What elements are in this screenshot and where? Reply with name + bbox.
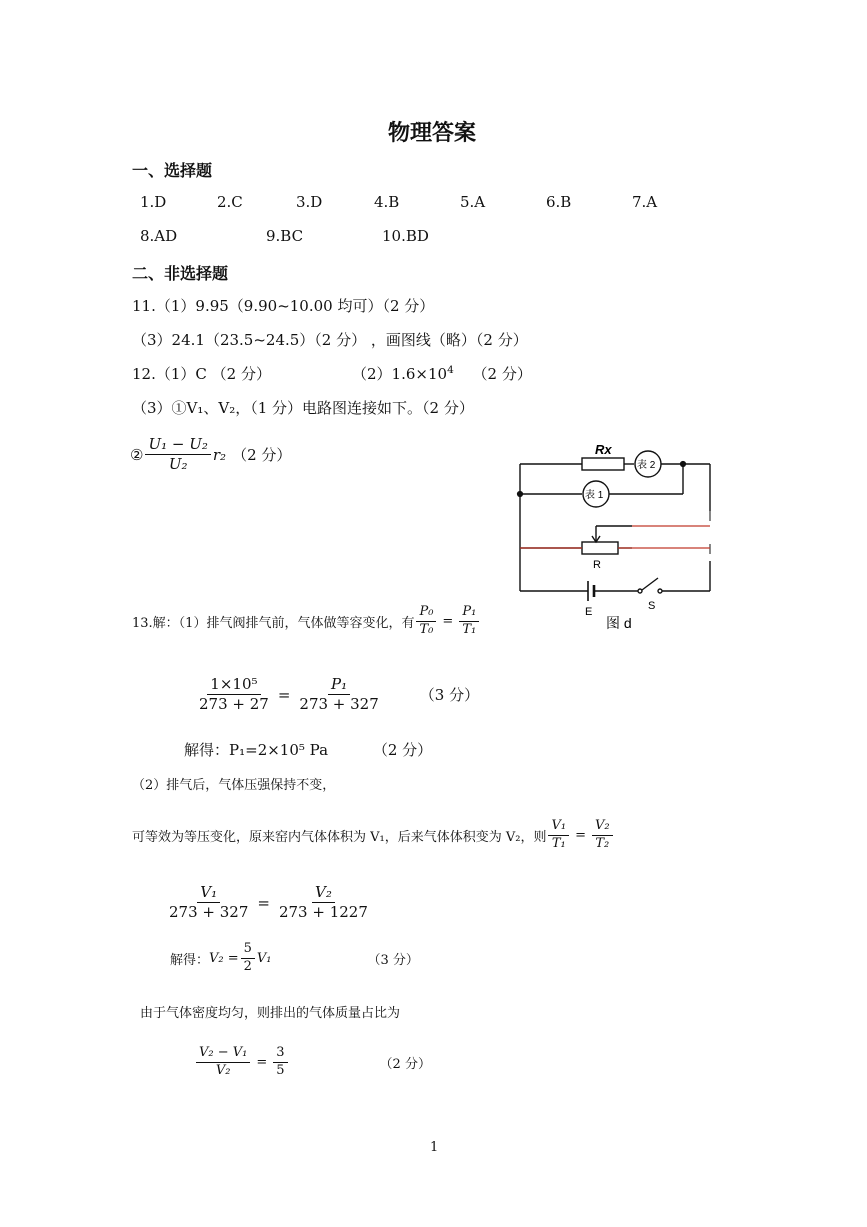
mc-answer: 1.D — [140, 193, 167, 211]
q13-solution1: 解得：P₁=2×10⁵ Pa （2 分） — [184, 741, 433, 759]
switch-label: S — [648, 600, 656, 612]
section-heading-choice: 一、选择题 — [132, 161, 213, 180]
battery-label: E — [585, 606, 593, 618]
page-title: 物理答案 — [388, 120, 477, 146]
fraction: $\frac{\text{V₂}}{273 + 1227}$ — [278, 883, 368, 922]
mc-answer: 7.A — [632, 193, 658, 211]
fraction: $\frac{\text{V₂}}{\text{T₂}}$ — [592, 819, 613, 852]
circuit-diagram — [500, 436, 725, 636]
q13-eq5: $\frac{\text{V₂ − V₁}}{\text{V₂}}$ = $\frac{3}{5}$ （2 分） — [194, 1046, 431, 1079]
fraction: $\frac{3}{5}$ — [273, 1046, 287, 1079]
rheostat-label: R — [593, 559, 601, 571]
meter2-label: 表 2 — [637, 460, 656, 471]
q11-line1: 11.（1）9.95（9.90~10.00 均可）（2 分） — [132, 297, 435, 315]
q13-part2-line1: （2）排气后，气体压强保持不变， — [132, 778, 336, 793]
mc-answer: 8.AD — [140, 227, 178, 245]
q13-solution2: 解得： V₂ = $\frac{5}{2}$ V₁ （3 分） — [170, 941, 419, 974]
fraction: $\frac{\text{V₂ − V₁}}{\text{V₂}}$ — [196, 1046, 250, 1079]
mc-answer: 9.BC — [266, 227, 304, 245]
mc-answer: 10.BD — [382, 227, 429, 245]
rx-resistor — [582, 458, 624, 470]
q11-line2: （3）24.1（23.5~24.5）（2 分） ，画图线（略）（2 分） — [132, 331, 528, 349]
q12-formula: ② $\frac{\text{U₁ − U₂}}{\text{U₂}}$ r₂ （2 分） — [130, 435, 292, 474]
mc-answer: 5.A — [460, 193, 486, 211]
meter1-label: 表 1 — [585, 490, 604, 501]
section-heading-nonchoice: 二、非选择题 — [132, 264, 229, 283]
rx-label: Rx — [595, 442, 612, 457]
fraction: $\frac{\text{V₁}}{\text{T₁}}$ — [548, 819, 569, 852]
q13-intro: 13.解：（1）排气阀排气前，气体做等容变化，有 $\frac{\text{P₀}}{\text{T₀}}$ = $\frac{\text{P₁}}{\text{T₁}}$ — [132, 605, 481, 638]
fraction: $\frac{5}{2}$ — [241, 942, 255, 975]
figure-caption: 图 d — [606, 615, 632, 631]
q13-density-line: 由于气体密度均匀，则排出的气体质量占比为 — [140, 1006, 401, 1021]
rheostat — [582, 542, 618, 554]
q13-part2-line2: 可等效为等压变化，原来窑内气体体积为 V₁，后来气体体积变为 V₂，则 $\frac{\text{V₁}}{\text{T₁}}$ = $\frac{\text{V₂}}{\text{T₂}}$ — [132, 819, 615, 852]
q12-line1-a: 12.（1）C （2 分） — [132, 365, 271, 383]
mc-answer: 6.B — [546, 193, 572, 211]
mc-answer: 2.C — [217, 193, 243, 211]
fraction: $\frac{\text{U₁ − U₂}}{\text{U₂}}$ — [145, 436, 210, 474]
mc-answer: 3.D — [296, 193, 323, 211]
fraction: $\frac{\text{P₁}}{\text{T₁}}$ — [459, 605, 479, 638]
q12-line1-b: $(2)1.6\times 10^4$ （2 分） — [352, 364, 532, 383]
q13-eq4: $\frac{\text{V₁}}{273 + 327}$ = $\frac{\text{V₂}}{273 + 1227}$ — [164, 884, 373, 922]
mc-answer: 4.B — [374, 193, 400, 211]
fraction: $\frac{\text{P₀}}{\text{T₀}}$ — [416, 605, 436, 638]
fraction: $\frac{\text{1×10⁵}}{273 + 27}$ — [199, 675, 269, 714]
fraction: $\frac{\text{P₁}}{273 + 327}$ — [299, 675, 379, 714]
page-number: 1 — [430, 1140, 439, 1155]
q12-line2: （3）①V₁、V₂，（1 分）电路图连接如下。（2 分） — [132, 399, 474, 417]
fraction: $\frac{\text{V₁}}{273 + 327}$ — [169, 883, 249, 922]
q13-eq2: $\frac{\text{1×10⁵}}{273 + 27}$ = $\frac{\text{P₁}}{273 + 327}$ （3 分） — [194, 676, 479, 714]
